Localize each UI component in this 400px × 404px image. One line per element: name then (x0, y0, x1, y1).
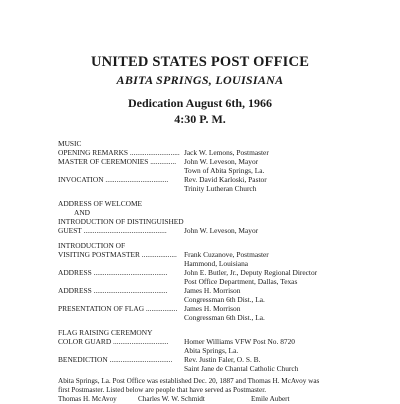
dedication-date: Dedication August 6th, 1966 (127, 96, 273, 110)
program-item-color-guard-cont (58, 346, 358, 355)
program-item-visiting-postmaster (58, 250, 358, 259)
item-label-empty (58, 313, 184, 322)
program-item-address-1 (58, 268, 358, 277)
item-value: Post Office Department, Dallas, Texas (184, 277, 298, 286)
program-item-welcome-intro (58, 217, 358, 226)
program-item-invocation (58, 175, 358, 184)
program-item-welcome (58, 199, 358, 208)
item-value: Jack W. Lemons, Postmaster (184, 148, 269, 157)
item-label: INTRODUCTION OF DISTINGUISHED (58, 217, 184, 226)
item-label: INVOCATION .................................. (58, 175, 169, 184)
item-label-empty (58, 295, 184, 304)
item-value: James H. Morrison (184, 304, 241, 313)
item-label-empty (58, 184, 184, 193)
item-label: ADDRESS OF WELCOME (58, 199, 143, 208)
item-value: Rev. Justin Faler, O. S. B. (184, 355, 261, 364)
item-value: John W. Leveson, Mayor (184, 226, 259, 235)
item-label: VISITING POSTMASTER ................... (58, 250, 177, 259)
item-label: BENEDICTION .................................. (58, 355, 173, 364)
page-title: UNITED STATES POST OFFICE (90, 54, 310, 70)
item-label: AND (74, 208, 91, 217)
item-label-empty (58, 166, 184, 175)
item-label: ADDRESS ........................................ (58, 286, 168, 295)
program-item-flag (58, 304, 358, 313)
location-subtitle: ABITA SPRINGS, LOUISIANA (116, 73, 284, 87)
item-label-empty (58, 364, 184, 373)
item-value: Hammond, Louisiana (184, 259, 249, 268)
item-label: MASTER OF CEREMONIES .............. (58, 157, 177, 166)
item-label-empty (58, 346, 184, 355)
item-label-empty (58, 277, 184, 286)
item-value: Rev. David Karloski, Pastor (184, 175, 267, 184)
item-label: PRESENTATION OF FLAG ................. (58, 304, 178, 313)
item-value: James H. Morrison (184, 286, 241, 295)
item-value: Saint Jane de Chantal Catholic Church (184, 364, 299, 373)
program-item-visiting-cont (58, 259, 358, 268)
item-value: Town of Abita Springs, La. (184, 166, 265, 175)
item-label: INTRODUCTION OF (58, 241, 126, 250)
item-value: Homer Williams VFW Post No. 8720 (184, 337, 295, 346)
program-item-raising (58, 328, 358, 337)
program-item-master (58, 157, 358, 166)
program-item-address-1-cont (58, 277, 358, 286)
item-label: ADDRESS ........................................ (58, 268, 168, 277)
postmaster-name: Charles W. W. Schmidt (138, 395, 205, 403)
program-item-color-guard (58, 337, 358, 346)
program-item-welcome-and (58, 208, 358, 217)
postmaster-name: Emile Aubert (251, 395, 290, 403)
dedication-time: 4:30 P. M. (174, 112, 226, 126)
history-line-1: Abita Springs, La. Post Office was established Dec. 20, 1887 and Thomas H. McAvoy was (58, 377, 320, 385)
program-item-benediction (58, 355, 358, 364)
program-item-address-2 (58, 286, 358, 295)
program-item-master-cont (58, 166, 358, 175)
item-label-empty (58, 259, 184, 268)
item-label: COLOR GUARD .............................. (58, 337, 169, 346)
item-value: Trinity Lutheran Church (184, 184, 257, 193)
program-item-invocation-cont (58, 184, 358, 193)
item-label: FLAG RAISING CEREMONY (58, 328, 153, 337)
program-item-visiting (58, 241, 358, 250)
item-value: John E. Butler, Jr., Deputy Regional Director (184, 268, 318, 277)
item-value: Abita Springs, La. (184, 346, 239, 355)
item-label: OPENING REMARKS ........................... (58, 148, 180, 157)
postmaster-name: Thomas H. McAvoy (58, 395, 117, 403)
item-value: Congressman 6th Dist., La. (184, 313, 265, 322)
history-line-2: first Postmaster. Listed below are people that have served as Postmaster. (58, 386, 266, 394)
program-item-opening (58, 148, 358, 157)
item-label: MUSIC (58, 139, 82, 148)
program-item-address-2-cont (58, 295, 358, 304)
program-item-welcome-guest (58, 226, 358, 235)
program-item-flag-cont (58, 313, 358, 322)
item-value: Congressman 6th Dist., La. (184, 295, 265, 304)
program-item-benediction-cont (58, 364, 358, 373)
item-value: John W. Leveson, Mayor (184, 157, 259, 166)
program-item-music (58, 139, 358, 148)
program-list (58, 139, 358, 373)
item-label: GUEST ............................................. (58, 226, 167, 235)
item-value: Frank Cuzanove, Postmaster (184, 250, 269, 259)
